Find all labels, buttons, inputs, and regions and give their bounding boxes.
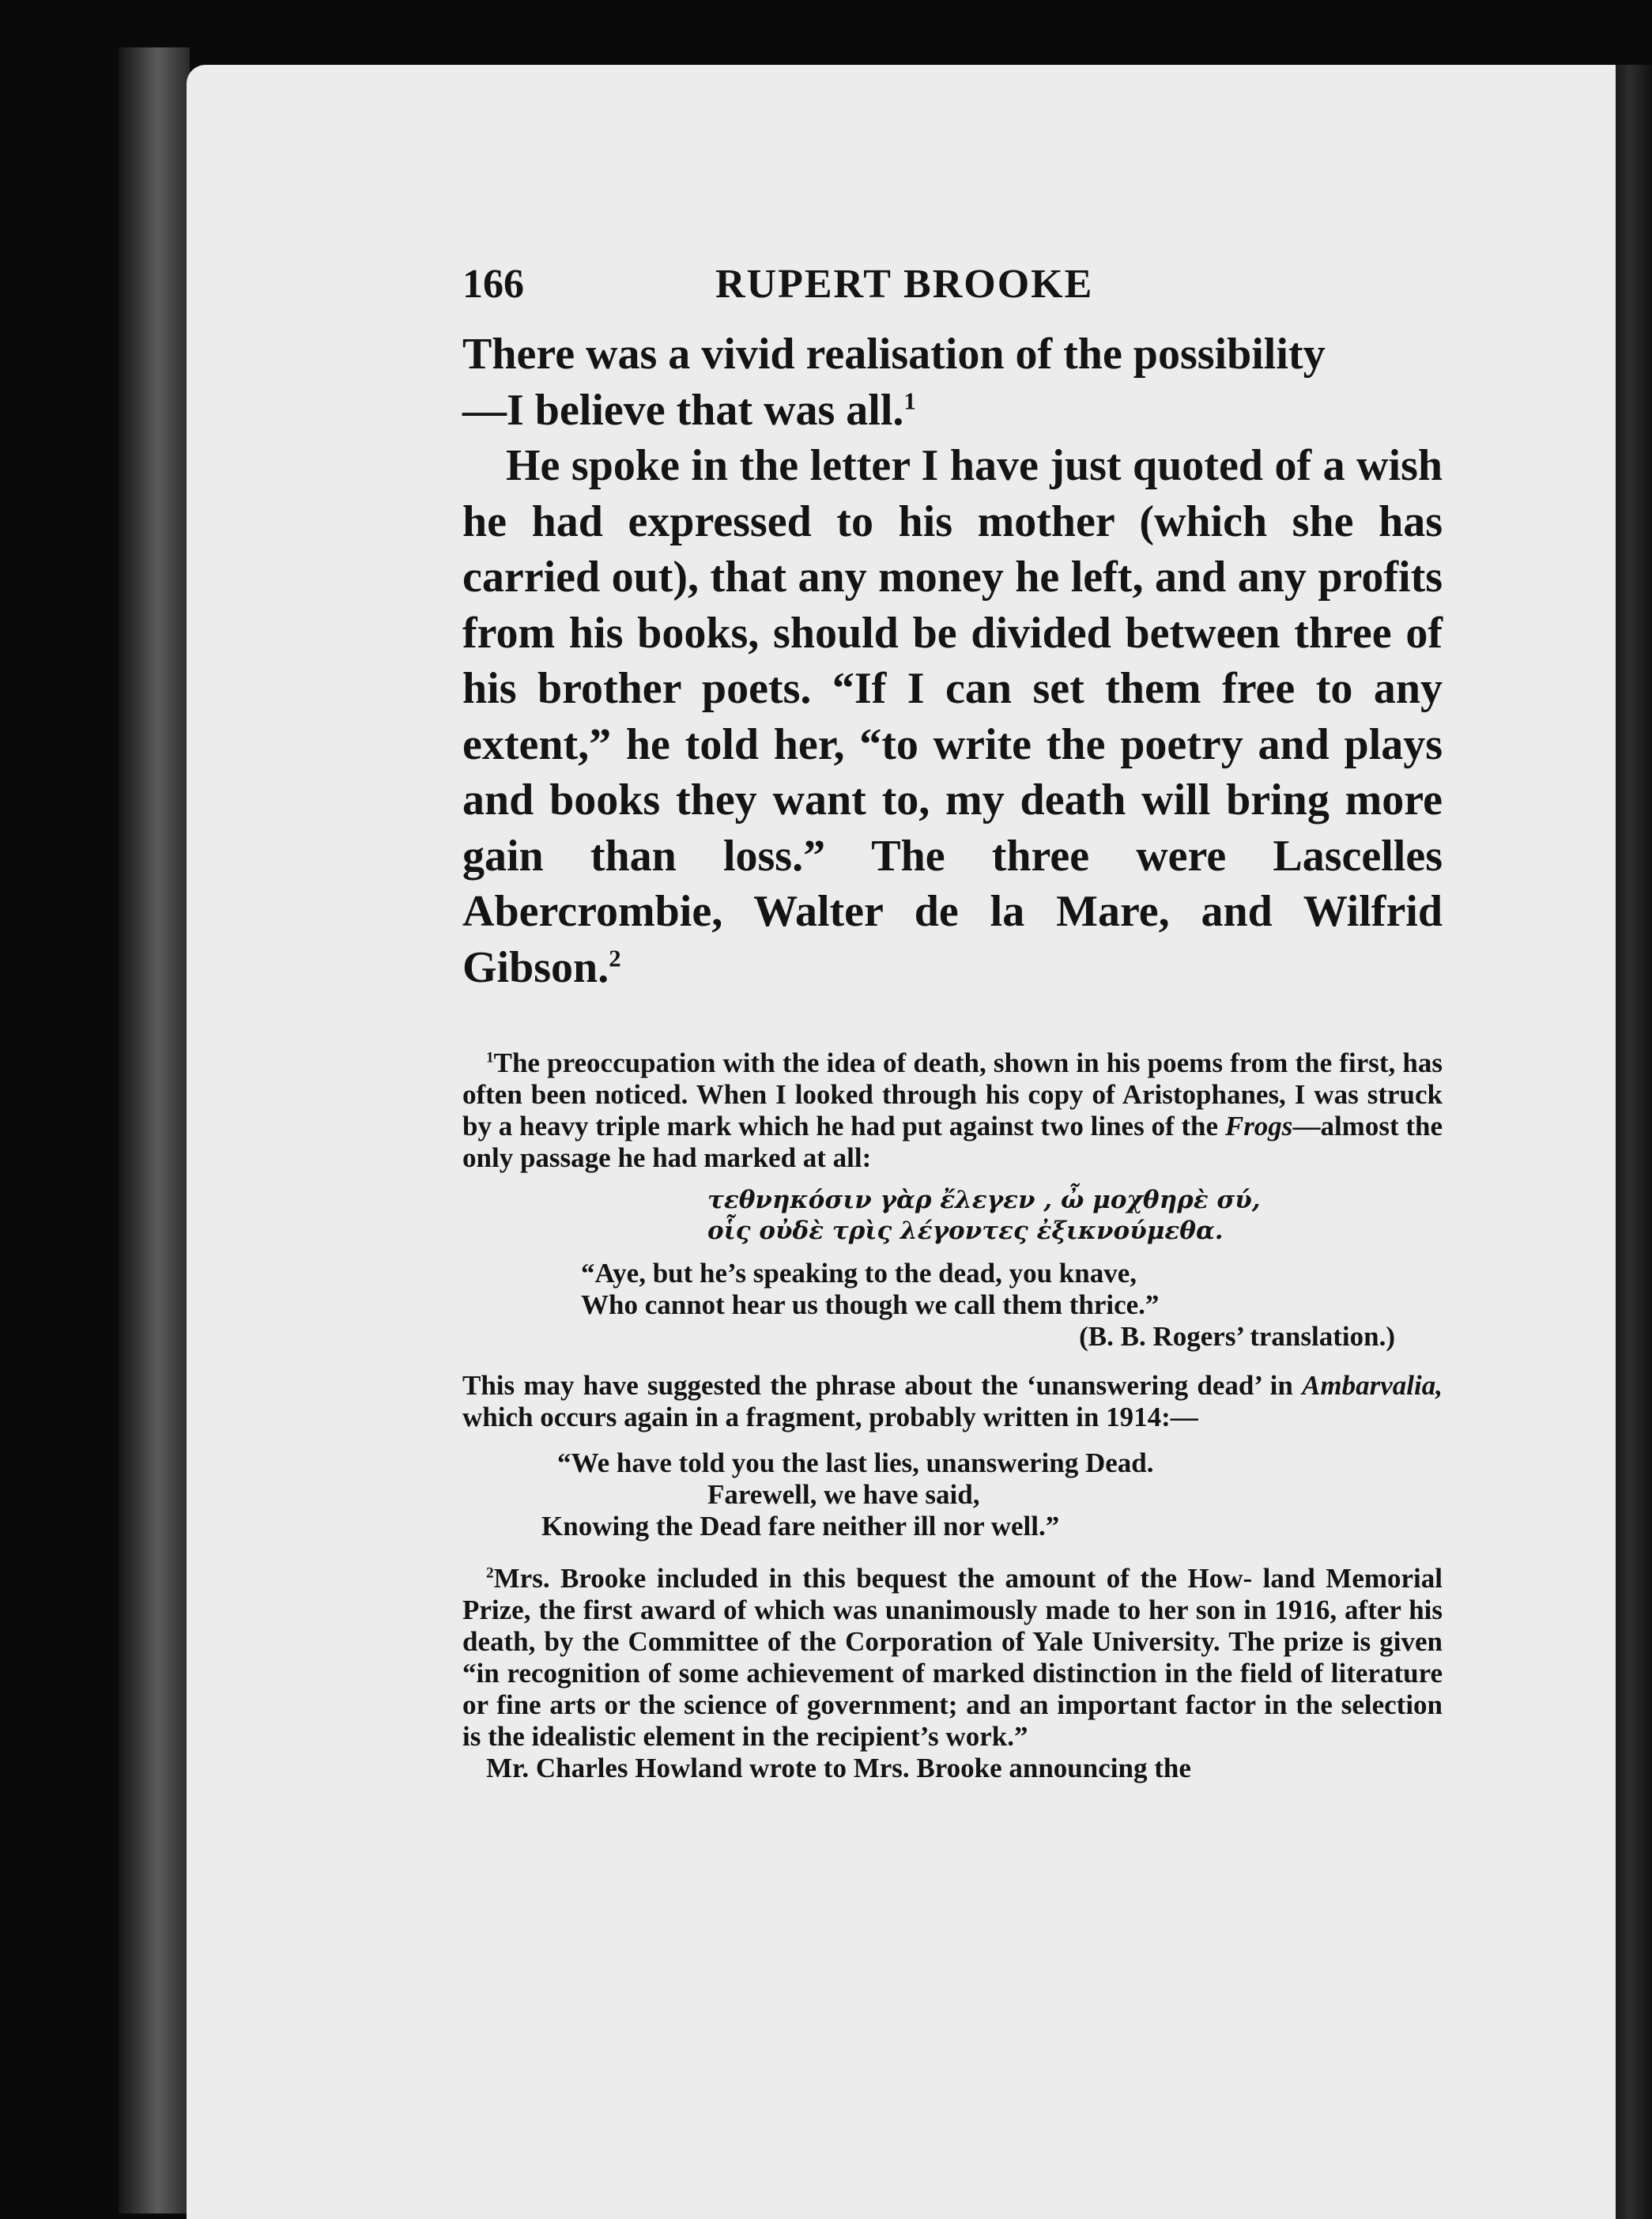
footnotes (462, 1047, 1443, 1784)
body-paragraph-2 (462, 438, 1443, 995)
book-spine-shadow (119, 47, 190, 2213)
page-edge-shadow (1616, 65, 1652, 2219)
footnote-2-mark: 2 (486, 1564, 494, 1582)
body-paragraph-1 (462, 326, 1443, 438)
verse-line: “Aye, but he’s speaking to the dead, you knave, (581, 1258, 1137, 1289)
footnote-line: or fine arts or the science of government; and an important factor (462, 1689, 1256, 1720)
footnote-1-mark: 1 (486, 1049, 494, 1066)
body-line: wish he had expressed to his mother (which she (462, 441, 1443, 546)
body-line: There was a vivid realisation of the possibility (462, 330, 1326, 379)
footnote-2 (462, 1563, 1443, 1753)
verse-line: Farewell, we have said, (707, 1479, 980, 1510)
body-line: free to any extent,” he told her, “to write the (462, 664, 1443, 769)
footnote-line: which he had put against two lines of the (738, 1111, 1219, 1142)
page-number: 166 (462, 262, 524, 307)
verse-line: Who cannot hear us though we call them thrice.” (581, 1289, 1160, 1320)
page-text-block (462, 257, 1443, 1784)
body-line: and Wilfrid Gibson. (462, 887, 1443, 992)
translation-verse (581, 1258, 1443, 1321)
footnote-reference-2: 2 (609, 944, 621, 972)
footnote-line: Mrs. Brooke included in this bequest the amount of the How- (493, 1563, 1253, 1594)
footnote-line: made to her son in 1916, after his death, by the Committee of the (462, 1594, 1443, 1657)
footnote-line: in 1914:— (1076, 1402, 1198, 1432)
footnote-line: from the first, has often been noticed. When I looked through (462, 1047, 1443, 1110)
footnote-line: land Memorial Prize, the first award of which was unanimously (462, 1563, 1443, 1625)
footnote-line: Corporation of Yale University. The prize is given “in recognition (462, 1626, 1443, 1689)
body-line: profits from his books, should be divided between (462, 553, 1443, 658)
body-line: He spoke in the letter I have just quoted of a (506, 441, 1345, 490)
footnote-line: of some achievement of marked distinction in the field of literature (647, 1658, 1443, 1689)
body-text (462, 326, 1443, 995)
footnote-line: This may have suggested the phrase about the ‘unanswering dead’ (462, 1370, 1262, 1401)
footnote-line: in the selection is the idealistic element in the recipient’s work.” (462, 1689, 1443, 1752)
footnote-word: in (1269, 1370, 1293, 1401)
running-head (462, 257, 1443, 312)
body-line: poetry and plays and books they want to, my (462, 719, 1443, 825)
verse-line: Knowing the Dead fare neither ill nor well.” (541, 1511, 1060, 1542)
work-title-ambarvalia: Ambarvalia, (1302, 1370, 1443, 1401)
greek-quotation (707, 1185, 1443, 1247)
footnote-1 (462, 1047, 1443, 1174)
footnote-line: Mr. Charles Howland wrote to Mrs. Brooke announcing the (486, 1753, 1191, 1783)
running-head-title: RUPERT BROOKE (715, 262, 1094, 307)
footnote-line: The preoccupation with the idea of death, shown in his poems (493, 1047, 1223, 1078)
footnote-line: passage he had marked at all: (519, 1142, 872, 1173)
verse-line: “We have told you the last lies, unanswering Dead. (557, 1447, 1154, 1478)
work-title-frogs: Frogs (1224, 1111, 1293, 1142)
body-line: three of his brother poets. “If I can set them (462, 608, 1443, 713)
translation-attribution: (B. B. Rogers’ translation.) (1079, 1321, 1395, 1352)
body-line: death will bring more gain than loss.” The three (462, 776, 1443, 881)
footnote-reference-1: 1 (903, 387, 916, 414)
footnote-1-continuation (462, 1370, 1443, 1433)
footnote-line: his copy of Aristophanes, I was struck by a heavy triple mark (462, 1079, 1443, 1142)
greek-line: οἷς οὐδὲ τρὶς λέγοντες ἐξικνούμεθα. (707, 1217, 1224, 1245)
body-line: has carried out), that any money he left, and any (462, 496, 1443, 602)
footnote-line: —almost the only (462, 1111, 1443, 1173)
fragment-verse (541, 1447, 1443, 1542)
footnote-2-continuation (462, 1753, 1443, 1784)
footnote-line: which occurs again in a fragment, probably written (462, 1402, 1069, 1432)
body-line: were Lascelles Abercrombie, Walter de la Mare, (462, 831, 1443, 936)
body-line: —I believe that was all. (462, 385, 904, 435)
greek-line: τεθνηκόσιν γὰρ ἔλεγεν , ὦ μοχθηρὲ σύ, (707, 1186, 1261, 1214)
